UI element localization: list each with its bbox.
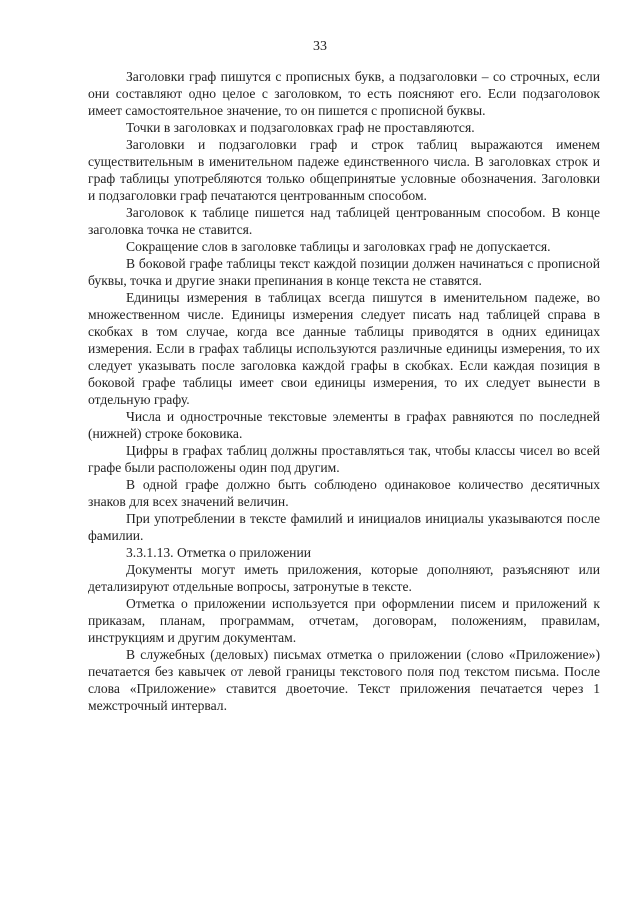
paragraph: Единицы измерения в таблицах всегда пишутся в именительном падеже, во множественном числе. Единицы измерения следует писать над таблицей справа в скобках в том случае, когда все данные таблицы приводятся в одних единицах измерения. Если в графах таблицы используются различные единицы измерения, то их следует указывать после заголовка каждой графы в скобках. Если каждая позиция в боковой графе таблицы имеет свои единицы измерения, то их следует вынести в отдельную графу. [88,290,600,407]
paragraph: Заголовок к таблице пишется над таблицей центрованным способом. В конце заголовка точка не ставится. [88,205,600,237]
paragraph: Сокращение слов в заголовке таблицы и заголовках граф не допускается. [126,239,551,254]
paragraph: Заголовки и подзаголовки граф и строк таблиц выражаются именем существительным в именительном падеже единственного числа. В заголовках строк и граф таблицы употребляются только общепринятые условные обозначения. Заголовки и подзаголовки граф печатаются центрованным способом. [88,137,600,203]
paragraph: Отметка о приложении используется при оформлении писем и приложений к приказам, планам, программам, отчетам, договорам, положениям, правилам, инструкциям и другим документам. [88,596,600,645]
body-text [88,68,600,714]
paragraph: В служебных (деловых) письмах отметка о приложении (слово «Приложение») печатается без кавычек от левой границы текстового поля под текстом письма. После слова «Приложение» ставится двоеточие. Текст приложения печатается через 1 межстрочный интервал. [88,647,600,713]
page-number: 33 [313,39,327,54]
paragraph: Цифры в графах таблиц должны проставляться так, чтобы классы чисел во всей графе были расположены один под другим. [88,443,600,475]
paragraph: Точки в заголовках и подзаголовках граф не проставляются. [126,120,475,135]
paragraph: В боковой графе таблицы текст каждой позиции должен начинаться с прописной буквы, точка и другие знаки препинания в конце текста не ставятся. [88,256,600,288]
paragraph: Документы могут иметь приложения, которые дополняют, разъясняют или детализируют отдельные вопросы, затронутые в тексте. [88,562,600,594]
paragraph: В одной графе должно быть соблюдено одинаковое количество десятичных знаков для всех значений величин. [88,477,600,509]
paragraph: Числа и однострочные текстовые элементы в графах равняются по последней (нижней) строке боковика. [88,409,600,441]
paragraph: При употреблении в тексте фамилий и инициалов инициалы указываются после фамилии. [88,511,600,543]
section-heading: 3.3.1.13. Отметка о приложении [126,545,311,560]
paragraph: Заголовки граф пишутся с прописных букв, а подзаголовки – со строчных, если они составляют одно целое с заголовком, то есть поясняют его. Если подзаголовок имеет самостоятельное значение, то он пишется с прописной буквы. [88,69,600,118]
